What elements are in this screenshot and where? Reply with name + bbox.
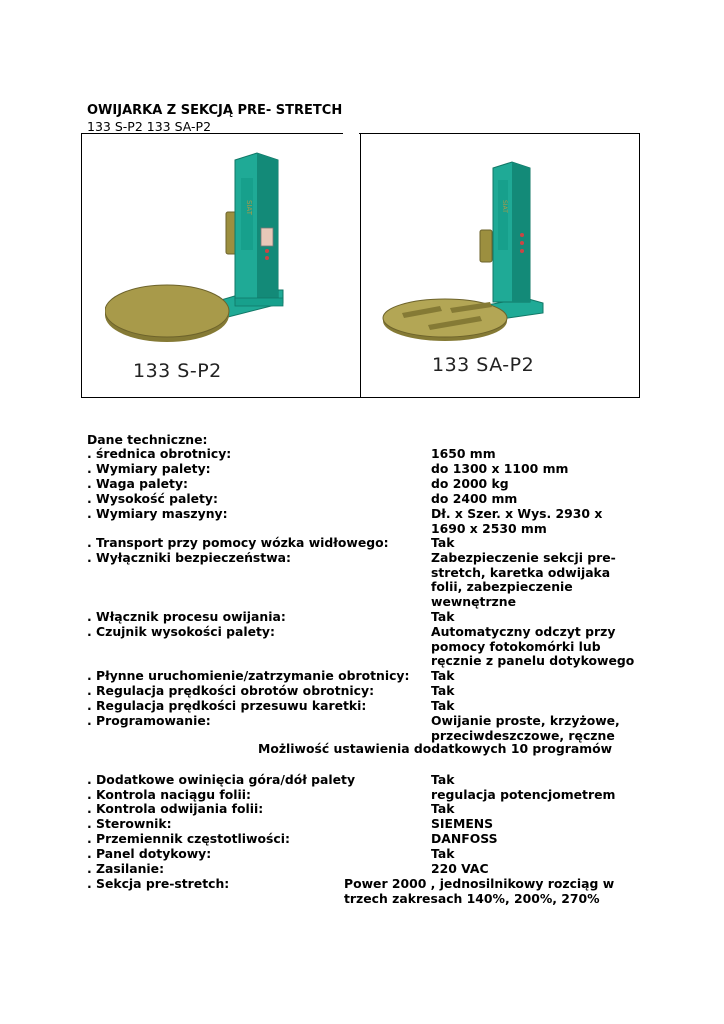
spec-label: . Dodatkowe owinięcia góra/dół palety	[87, 772, 356, 787]
caption-133-s-p2: 133 S-P2	[133, 360, 222, 382]
spec-value: regulacja potencjometrem	[431, 787, 616, 802]
frame-divider	[360, 133, 361, 398]
spec-label: . Regulacja prędkości przesuwu karetki:	[87, 698, 367, 713]
svg-text:SIAT: SIAT	[245, 200, 253, 216]
spec-label: . Wymiary palety:	[87, 461, 211, 476]
spec-label: . Przemiennik częstotliwości:	[87, 831, 290, 846]
spec-label: . Wyłączniki bezpieczeństwa:	[87, 550, 291, 565]
spec-value: do 1300 x 1100 mm	[431, 461, 569, 476]
caption-133-sa-p2: 133 SA-P2	[432, 354, 535, 376]
spec-value: Tak	[431, 801, 455, 816]
programs-note: Możliwość ustawienia dodatkowych 10 programów	[258, 741, 613, 756]
spec-label: . Kontrola odwijania folii:	[87, 801, 264, 816]
spec-value: Owijanie proste, krzyżowe, przeciwdeszczowe, ręczne	[431, 713, 620, 743]
spec-value: Zabezpieczenie sekcji pre-stretch, karetka odwijaka folii, zabezpieczenie wewnętrzne	[431, 550, 616, 610]
spec-value: DANFOSS	[431, 831, 498, 846]
machine-image-133-sa-p2	[380, 150, 550, 345]
spec-label: . Waga palety:	[87, 476, 188, 491]
spec-label: . średnica obrotnicy:	[87, 446, 232, 461]
spec-label: . Sterownik:	[87, 816, 172, 831]
spec-value: Tak	[431, 609, 455, 624]
spec-label: . Programowanie:	[87, 713, 211, 728]
spec-label: . Zasilanie:	[87, 861, 165, 876]
spec-label: . Transport przy pomocy wózka widłowego:	[87, 535, 389, 550]
spec-value: SIEMENS	[431, 816, 494, 831]
spec-value: Dł. x Szer. x Wys. 2930 x 1690 x 2530 mm	[431, 506, 603, 536]
spec-label: . Płynne uruchomienie/zatrzymanie obrotnicy:	[87, 668, 410, 683]
spec-label: . Czujnik wysokości palety:	[87, 624, 275, 639]
spec-value: Power 2000 , jednosilnikowy rozciąg w trzech zakresach 140%, 200%, 270%	[344, 876, 615, 906]
spec-label: . Sekcja pre-stretch:	[87, 876, 230, 891]
spec-value: Automatyczny odczyt przy pomocy fotokomórki lub ręcznie z panelu dotykowego	[431, 624, 635, 669]
spec-label: . Wymiary maszyny:	[87, 506, 228, 521]
spec-label: . Regulacja prędkości obrotów obrotnicy:	[87, 683, 375, 698]
spec-value: Tak	[431, 698, 455, 713]
spec-value: Tak	[431, 683, 455, 698]
machine-image-133-s-p2	[105, 150, 305, 355]
spec-value: 1650 mm	[431, 446, 496, 461]
spec-value: 220 VAC	[431, 861, 489, 876]
spec-value: Tak	[431, 668, 455, 683]
specs-heading: Dane techniczne:	[87, 432, 208, 447]
spec-value: do 2000 kg	[431, 476, 509, 491]
spec-value: Tak	[431, 772, 455, 787]
spec-value: Tak	[431, 535, 455, 550]
spec-value: do 2400 mm	[431, 491, 518, 506]
document-title: OWIJARKA Z SEKCJĄ PRE- STRETCH	[87, 103, 343, 118]
spec-label: . Kontrola naciągu folii:	[87, 787, 251, 802]
svg-text:SIAT: SIAT	[501, 200, 508, 213]
spec-value: Tak	[431, 846, 455, 861]
model-numbers: 133 S-P2 133 SA-P2	[87, 119, 212, 134]
spec-label: . Panel dotykowy:	[87, 846, 212, 861]
spec-label: . Włącznik procesu owijania:	[87, 609, 286, 624]
spec-label: . Wysokość palety:	[87, 491, 218, 506]
